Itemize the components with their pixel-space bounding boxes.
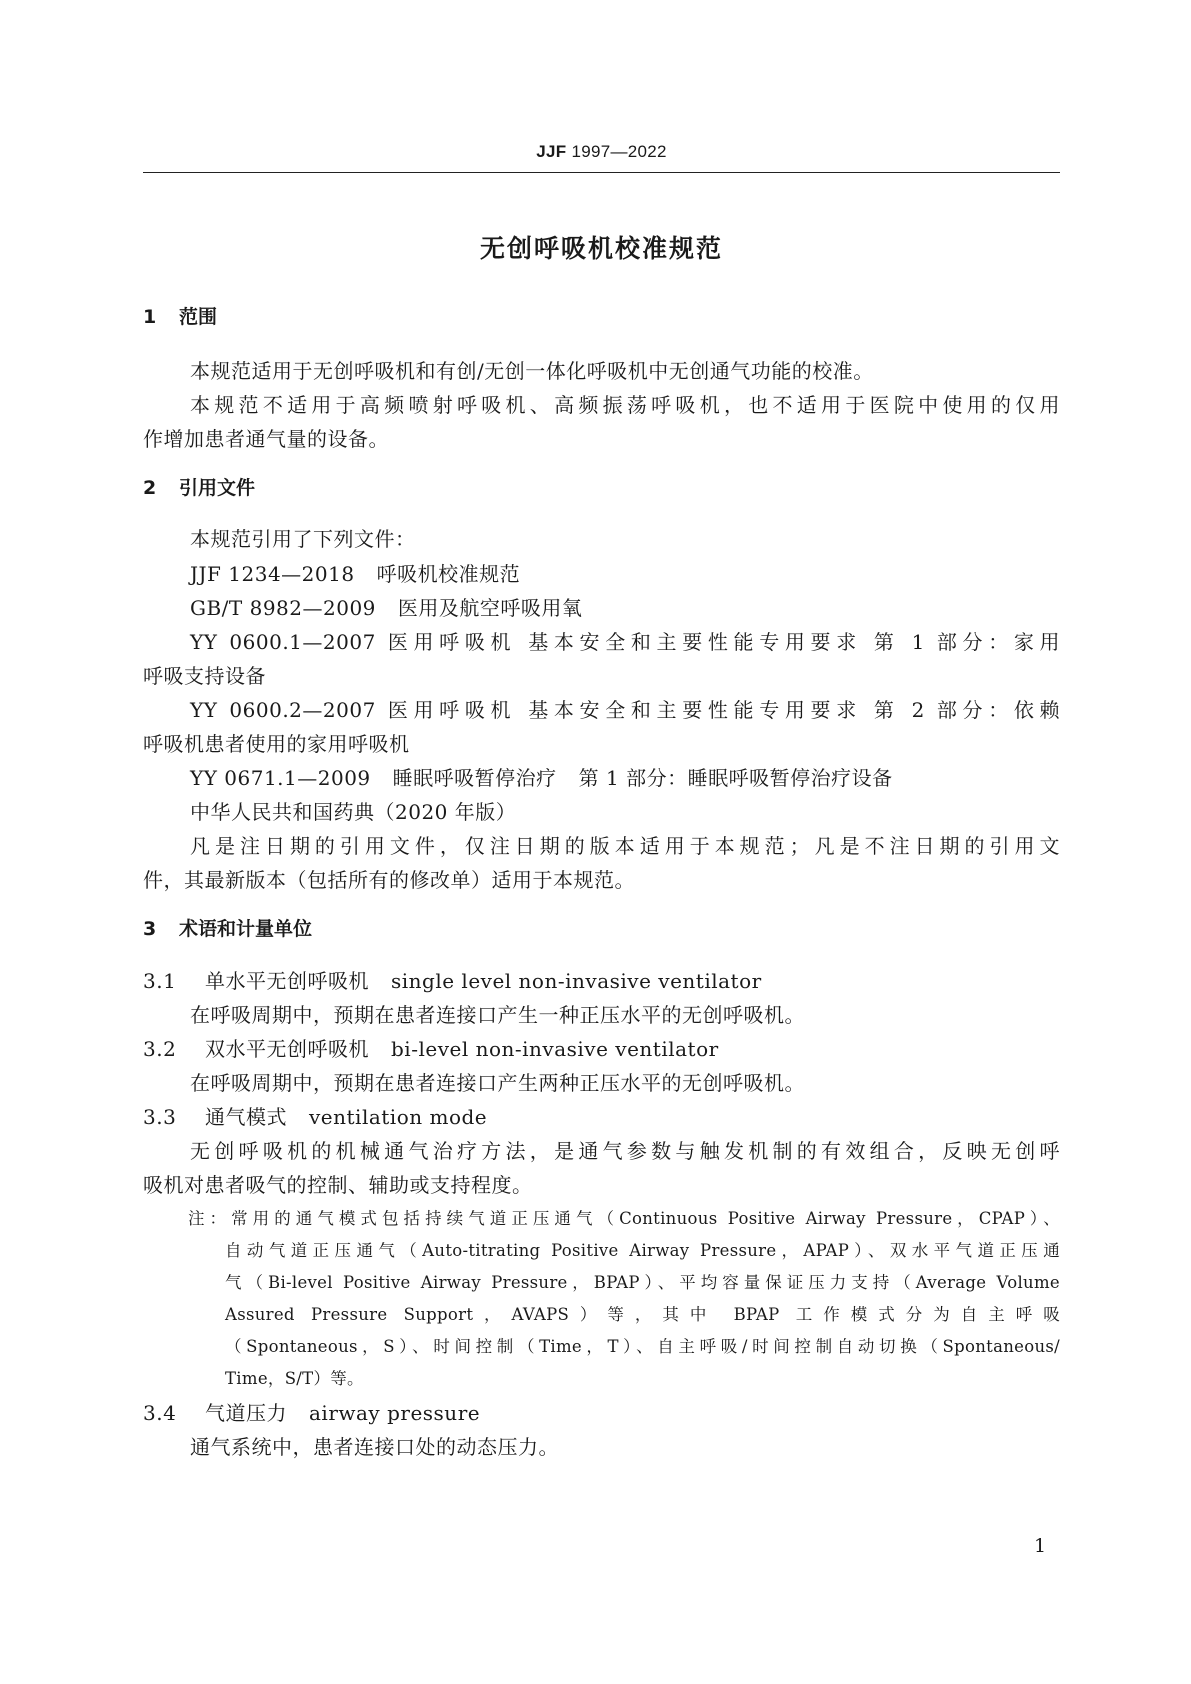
section-title: 范围 bbox=[179, 306, 218, 328]
term-number: 3.3 bbox=[143, 1105, 177, 1129]
section-number: 1 bbox=[143, 306, 157, 328]
reference-title: 睡眠呼吸暂停治疗 bbox=[392, 766, 557, 790]
reference-code: YY 0671.1—2009 bbox=[190, 766, 371, 790]
term-en: single level non-invasive ventilator bbox=[391, 969, 762, 993]
paragraph-scope-2-cont: 作增加患者通气量的设备。 bbox=[143, 427, 389, 451]
term-number: 3.4 bbox=[143, 1401, 177, 1425]
reference-title: 医用呼吸机 bbox=[387, 630, 517, 654]
term-3-2 bbox=[143, 1033, 719, 1062]
term-zh: 双水平无创呼吸机 bbox=[205, 1037, 369, 1061]
references-closing-cont: 件，其最新版本（包括所有的修改单）适用于本规范。 bbox=[143, 868, 635, 892]
section-number: 2 bbox=[143, 477, 157, 499]
term-en: ventilation mode bbox=[309, 1105, 488, 1129]
reference-code: YY 0600.2—2007 bbox=[190, 698, 376, 722]
reference-title: 基本安全和主要性能专用要求 bbox=[528, 698, 862, 722]
note-line: 自动气道正压通气（Auto-titrating Positive Airway Pressure，APAP）、双水平气道正压通 bbox=[225, 1241, 1060, 1260]
paragraph-scope-1: 本规范适用于无创呼吸机和有创/无创一体化呼吸机中无创通气功能的校准。 bbox=[190, 359, 874, 383]
term-number: 3.2 bbox=[143, 1037, 177, 1061]
section-title: 术语和计量单位 bbox=[179, 918, 313, 940]
term-zh: 单水平无创呼吸机 bbox=[205, 969, 369, 993]
note-line: Time，S/T）等。 bbox=[225, 1369, 364, 1388]
reference-item-cont: 呼吸机患者使用的家用呼吸机 bbox=[143, 732, 410, 756]
term-en: bi-level non-invasive ventilator bbox=[391, 1037, 719, 1061]
reference-item-cont: 呼吸支持设备 bbox=[143, 664, 266, 688]
standard-number: 1997—2022 bbox=[571, 142, 667, 161]
reference-code: YY 0600.1—2007 bbox=[190, 630, 376, 654]
note-line: （Spontaneous，S）、时间控制（Time，T）、自主呼吸/时间控制自动切换（Spontaneous/ bbox=[225, 1337, 1060, 1356]
term-definition: 通气系统中，患者连接口处的动态压力。 bbox=[190, 1435, 559, 1459]
term-zh: 气道压力 bbox=[205, 1401, 287, 1425]
note-line: 注：常用的通气模式包括持续气道正压通气（Continuous Positive Airway Pressure，CPAP）、 bbox=[188, 1209, 1060, 1228]
term-definition: 在呼吸周期中，预期在患者连接口产生一种正压水平的无创呼吸机。 bbox=[190, 1003, 805, 1027]
section-1-heading bbox=[143, 302, 217, 329]
reference-title: 基本安全和主要性能专用要求 bbox=[528, 630, 862, 654]
note-line: Assured Pressure Support，AVAPS）等，其中 BPAP 工作模式分为自主呼吸 bbox=[225, 1305, 1060, 1324]
references-closing: 凡是注日期的引用文件，仅注日期的版本适用于本规范；凡是不注日期的引用文 bbox=[190, 834, 1060, 858]
reference-title: 医用及航空呼吸用氧 bbox=[397, 596, 583, 620]
term-definition-cont: 吸机对患者吸气的控制、辅助或支持程度。 bbox=[143, 1173, 533, 1197]
note-line: 气（Bi-level Positive Airway Pressure，BPAP）、平均容量保证压力支持（Average Volume bbox=[225, 1273, 1060, 1292]
reference-title: 第 1 部分：家用 bbox=[873, 630, 1061, 654]
document-title: 无创呼吸机校准规范 bbox=[479, 234, 723, 263]
reference-code: JJF 1234—2018 bbox=[190, 562, 355, 586]
paragraph-scope-2: 本规范不适用于高频喷射呼吸机、高频振荡呼吸机，也不适用于医院中使用的仅用 bbox=[190, 393, 1060, 417]
term-3-4 bbox=[143, 1397, 480, 1426]
reference-title: 呼吸机校准规范 bbox=[376, 562, 521, 586]
reference-item bbox=[190, 558, 520, 587]
reference-item: 中华人民共和国药典（2020 年版） bbox=[190, 800, 517, 824]
reference-item bbox=[190, 626, 1060, 655]
section-2-heading bbox=[143, 473, 255, 500]
section-number: 3 bbox=[143, 918, 157, 940]
term-number: 3.1 bbox=[143, 969, 177, 993]
term-zh: 通气模式 bbox=[205, 1105, 287, 1129]
term-3-1 bbox=[143, 965, 762, 994]
reference-item bbox=[190, 762, 893, 791]
section-title: 引用文件 bbox=[179, 477, 256, 499]
reference-item bbox=[190, 592, 582, 621]
standard-code: JJF bbox=[536, 142, 567, 161]
term-definition: 无创呼吸机的机械通气治疗方法，是通气参数与触发机制的有效组合，反映无创呼 bbox=[190, 1139, 1060, 1163]
standard-header bbox=[143, 142, 1060, 162]
reference-title: 第 2 部分：依赖 bbox=[873, 698, 1061, 722]
header-rule bbox=[143, 172, 1060, 173]
reference-item bbox=[190, 694, 1060, 723]
reference-code: GB/T 8982—2009 bbox=[190, 596, 376, 620]
references-intro: 本规范引用了下列文件： bbox=[190, 527, 416, 551]
section-3-heading bbox=[143, 914, 312, 941]
page-number: 1 bbox=[1034, 1535, 1047, 1557]
term-definition: 在呼吸周期中，预期在患者连接口产生两种正压水平的无创呼吸机。 bbox=[190, 1071, 805, 1095]
reference-title: 医用呼吸机 bbox=[387, 698, 517, 722]
reference-title: 第 1 部分：睡眠呼吸暂停治疗设备 bbox=[578, 766, 893, 790]
term-en: airway pressure bbox=[309, 1401, 481, 1425]
term-3-3 bbox=[143, 1101, 487, 1130]
